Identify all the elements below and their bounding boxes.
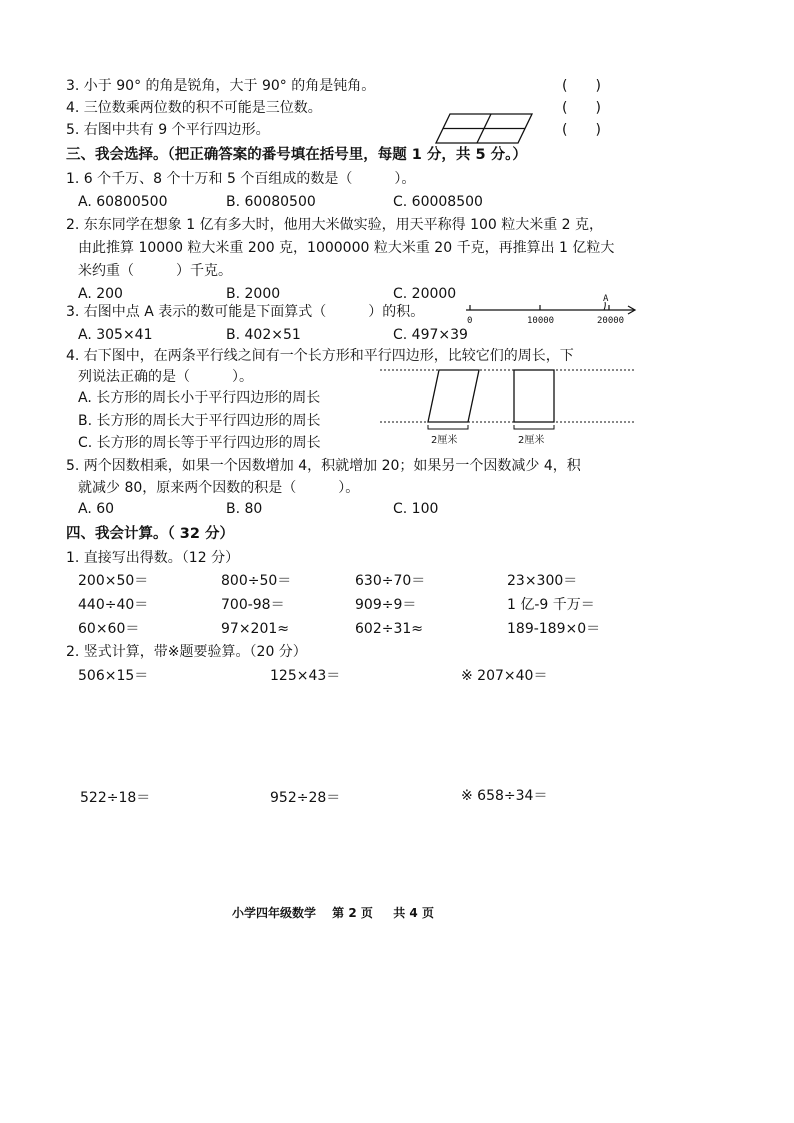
s3-q2-line1: 2. 东东同学在想象 1 亿有多大时，他用大米做实验，用天平称得 100 粒大米重 2 克， <box>66 217 604 233</box>
s3-q1-option-b[interactable]: B. 60080500 <box>226 194 316 210</box>
s3-q4-option-c[interactable]: C. 长方形的周长等于平行四边形的周长 <box>78 435 321 451</box>
direct-item[interactable]: 97×201≈ <box>221 621 289 637</box>
vertical-calc-item[interactable]: ※ 658÷34＝ <box>461 788 548 804</box>
s3-q4-option-b[interactable]: B. 长方形的周长大于平行四边形的周长 <box>78 413 321 429</box>
parallelogram-base-label: 2厘米 <box>431 435 458 446</box>
s3-q1-option-c[interactable]: C. 60008500 <box>393 194 483 210</box>
vertical-calc-item[interactable]: ※ 207×40＝ <box>461 668 548 684</box>
direct-item[interactable]: 602÷31≈ <box>355 621 423 637</box>
answer-paren-q3[interactable]: ( ) <box>562 78 601 94</box>
s4-part1-title: 1. 直接写出得数。（12 分） <box>66 550 240 566</box>
s3-q5-option-b[interactable]: B. 80 <box>226 501 263 517</box>
direct-item[interactable]: 189-189×0＝ <box>507 621 601 637</box>
direct-item[interactable]: 60×60＝ <box>78 621 140 637</box>
page-footer: 小学四年级数学 第 2 页 共 4 页 <box>232 906 434 920</box>
judge-q3: 3. 小于 90° 的角是锐角，大于 90° 的角是钝角。 <box>66 78 376 94</box>
s3-q2-line2: 由此推算 10000 粒大米重 200 克，1000000 粒大米重 20 千克，再推算出 1 亿粒大 <box>78 240 615 256</box>
parallel-lines-figure <box>378 366 638 448</box>
s3-q3-stem: 3. 右图中点 A 表示的数可能是下面算式（ ）的积。 <box>66 304 425 320</box>
s3-q5-line1: 5. 两个因数相乘，如果一个因数增加 4，积就增加 20；如果另一个因数减少 4，积 <box>66 458 581 474</box>
number-line-tick-10000: 10000 <box>527 316 555 326</box>
judge-q5: 5. 右图中共有 9 个平行四边形。 <box>66 122 270 138</box>
vertical-calc-item[interactable]: 952÷28＝ <box>270 790 341 806</box>
judge-q4: 4. 三位数乘两位数的积不可能是三位数。 <box>66 100 322 116</box>
vertical-calc-item[interactable]: 522÷18＝ <box>80 790 151 806</box>
s3-q3-option-a[interactable]: A. 305×41 <box>78 327 153 343</box>
s3-q5-option-a[interactable]: A. 60 <box>78 501 115 517</box>
direct-item[interactable]: 23×300＝ <box>507 573 578 589</box>
parallelogram-figure <box>436 112 536 146</box>
s3-q3-option-b[interactable]: B. 402×51 <box>226 327 301 343</box>
vertical-calc-item[interactable]: 125×43＝ <box>270 668 341 684</box>
direct-item[interactable]: 200×50＝ <box>78 573 149 589</box>
number-line-point-a: A <box>603 294 609 304</box>
s3-q2-option-a[interactable]: A. 200 <box>78 286 123 302</box>
direct-item[interactable]: 700-98＝ <box>221 597 285 613</box>
s3-q4-line1: 4. 右下图中，在两条平行线之间有一个长方形和平行四边形，比较它们的周长，下 <box>66 348 574 364</box>
rectangle-width-label: 2厘米 <box>518 435 545 446</box>
s3-q4-line2: 列说法正确的是（ ）。 <box>78 369 253 385</box>
section4-title: 四、我会计算。（ 32 分） <box>66 526 235 542</box>
direct-item[interactable]: 909÷9＝ <box>355 597 417 613</box>
number-line-tick-20000: 20000 <box>597 316 625 326</box>
answer-paren-q5[interactable]: ( ) <box>562 122 601 138</box>
s3-q1-option-a[interactable]: A. 60800500 <box>78 194 168 210</box>
s4-part2-title: 2. 竖式计算，带※题要验算。（20 分） <box>66 644 307 660</box>
s3-q2-line3: 米约重（ ）千克。 <box>78 263 232 279</box>
s3-q5-option-c[interactable]: C. 100 <box>393 501 439 517</box>
vertical-calc-item[interactable]: 506×15＝ <box>78 668 149 684</box>
s3-q1-stem: 1. 6 个千万、8 个十万和 5 个百组成的数是（ ）。 <box>66 171 416 187</box>
s3-q2-option-c[interactable]: C. 20000 <box>393 286 457 302</box>
s3-q3-option-c[interactable]: C. 497×39 <box>393 327 468 343</box>
s3-q5-line2: 就减少 80，原来两个因数的积是（ ）。 <box>78 480 360 496</box>
s3-q2-option-b[interactable]: B. 2000 <box>226 286 281 302</box>
answer-paren-q4[interactable]: ( ) <box>562 100 601 116</box>
number-line-tick-0: 0 <box>467 316 473 326</box>
section3-title: 三、我会选择。（把正确答案的番号填在括号里，每题 1 分，共 5 分。） <box>66 147 527 163</box>
direct-item[interactable]: 440÷40＝ <box>78 597 149 613</box>
s3-q4-option-a[interactable]: A. 长方形的周长小于平行四边形的周长 <box>78 390 321 406</box>
direct-item[interactable]: 630÷70＝ <box>355 573 426 589</box>
direct-item[interactable]: 800÷50＝ <box>221 573 292 589</box>
direct-item[interactable]: 1 亿-9 千万＝ <box>507 597 595 613</box>
